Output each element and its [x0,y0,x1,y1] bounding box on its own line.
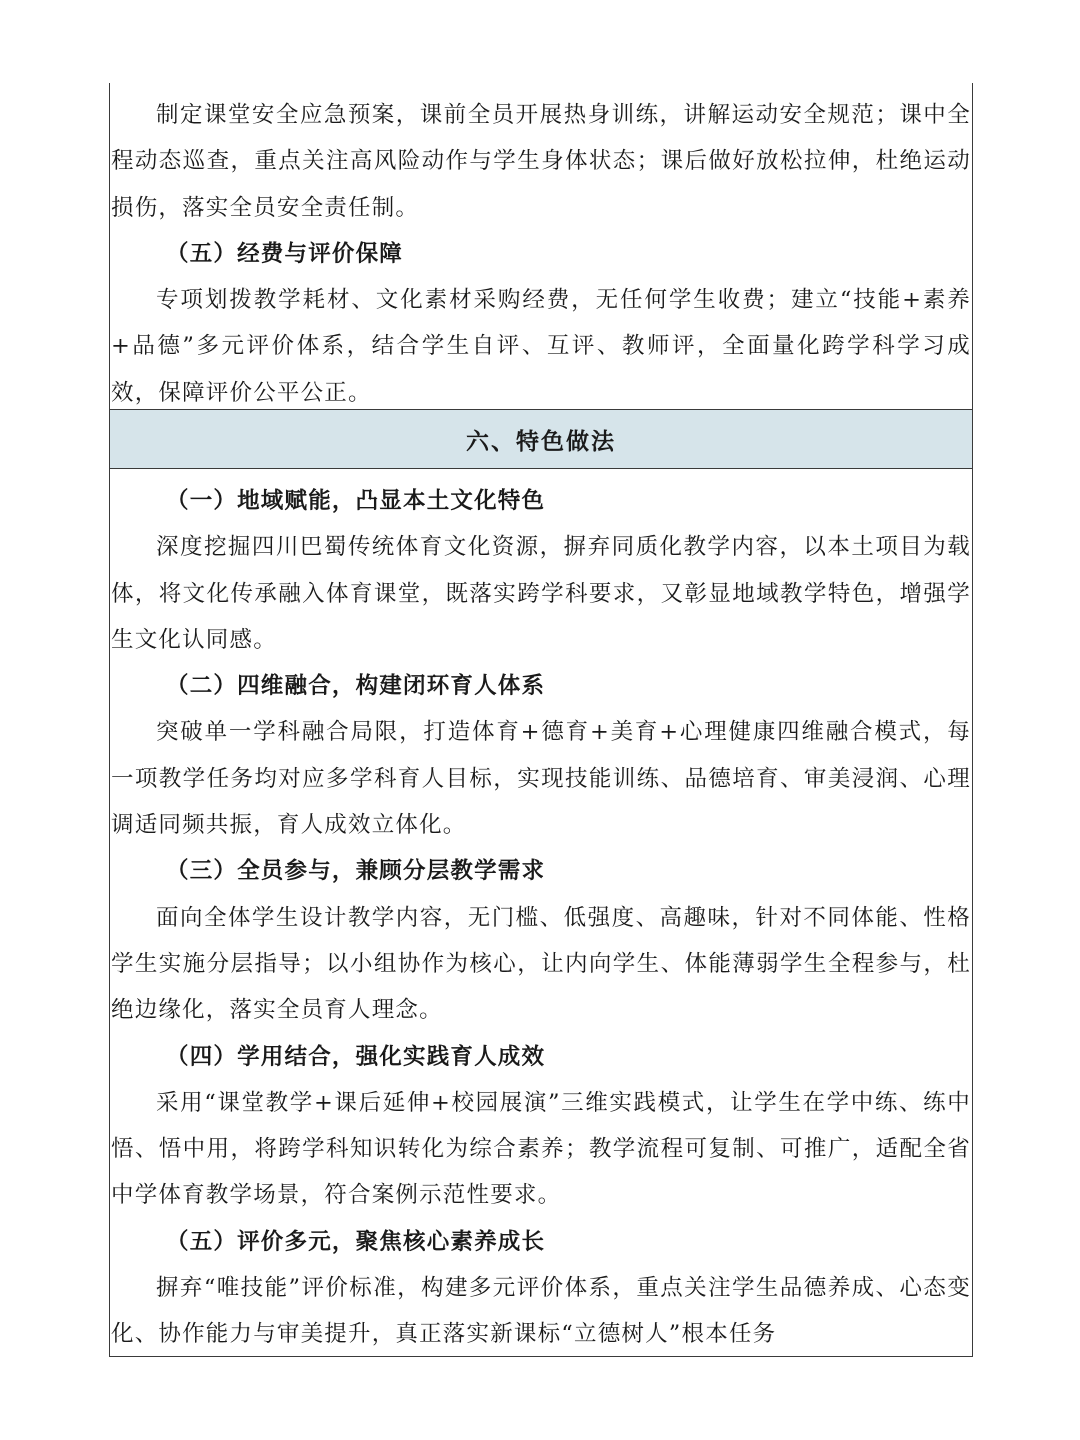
feature-heading-3: （三）全员参与，兼顾分层教学需求 [166,858,546,885]
feature-heading-5: （五）评价多元，聚焦核心素养成长 [166,1228,546,1255]
feature-heading-1: （一）地域赋能，凸显本土文化特色 [166,488,546,514]
funding-subheading: （五）经费与评价保障 [166,240,404,267]
feature-body-5: 摒弃“唯技能”评价标准，构建多元评价体系，重点关注学生品德养成、心态变化、协作能力与审美提升，真正落实新课标“立德树人”根本任务 [111,1275,971,1348]
feature-body-1: 深度挖掘四川巴蜀传统体育文化资源，摒弃同质化教学内容，以本土项目为载体，将文化传承融入体育课堂，既落实跨学科要求，又彰显地域教学特色，增强学生文化认同感。 [111,534,971,653]
document-table [109,83,973,1357]
safety-paragraph: 制定课堂安全应急预案，课前全员开展热身训练，讲解运动安全规范；课中全程动态巡查，重点关注高风险动作与学生身体状态；课后做好放松拉伸，杜绝运动损伤，落实全员安全责任制。 [111,102,971,221]
features-block [110,469,972,1357]
funding-paragraph: 专项划拨教学耗材、文化素材采购经费，无任何学生收费；建立“技能+素养+品德”多元评价体系，结合学生自评、互评、教师评，全面量化跨学科学习成效，保障评价公平公正。 [111,287,971,406]
feature-body-2: 突破单一学科融合局限，打造体育+德育+美育+心理健康四维融合模式，每一项教学任务均对应多学科育人目标，实现技能训练、品德培育、审美浸润、心理调适同频共振，育人成效立体化。 [111,719,971,839]
feature-body-4: 采用“课堂教学+课后延伸+校园展演”三维实践模式，让学生在学中练、练中悟、悟中用，将跨学科知识转化为综合素养；教学流程可复制、可推广，适配全省中学体育教学场景，符合案例示范性要求。 [111,1089,971,1209]
feature-body-3: 面向全体学生设计教学内容，无门槛、低强度、高趣味，针对不同体能、性格学生实施分层指导；以小组协作为核心，让内向学生、体能薄弱学生全程参与，杜绝边缘化，落实全员育人理念。 [111,904,971,1024]
feature-heading-2: （二）四维融合，构建闭环育人体系 [166,673,546,700]
safety-and-funding-block [110,83,972,409]
feature-heading-4: （四）学用结合，强化实践育人成效 [166,1043,546,1070]
section-title-features: 六、特色做法 [110,409,972,469]
